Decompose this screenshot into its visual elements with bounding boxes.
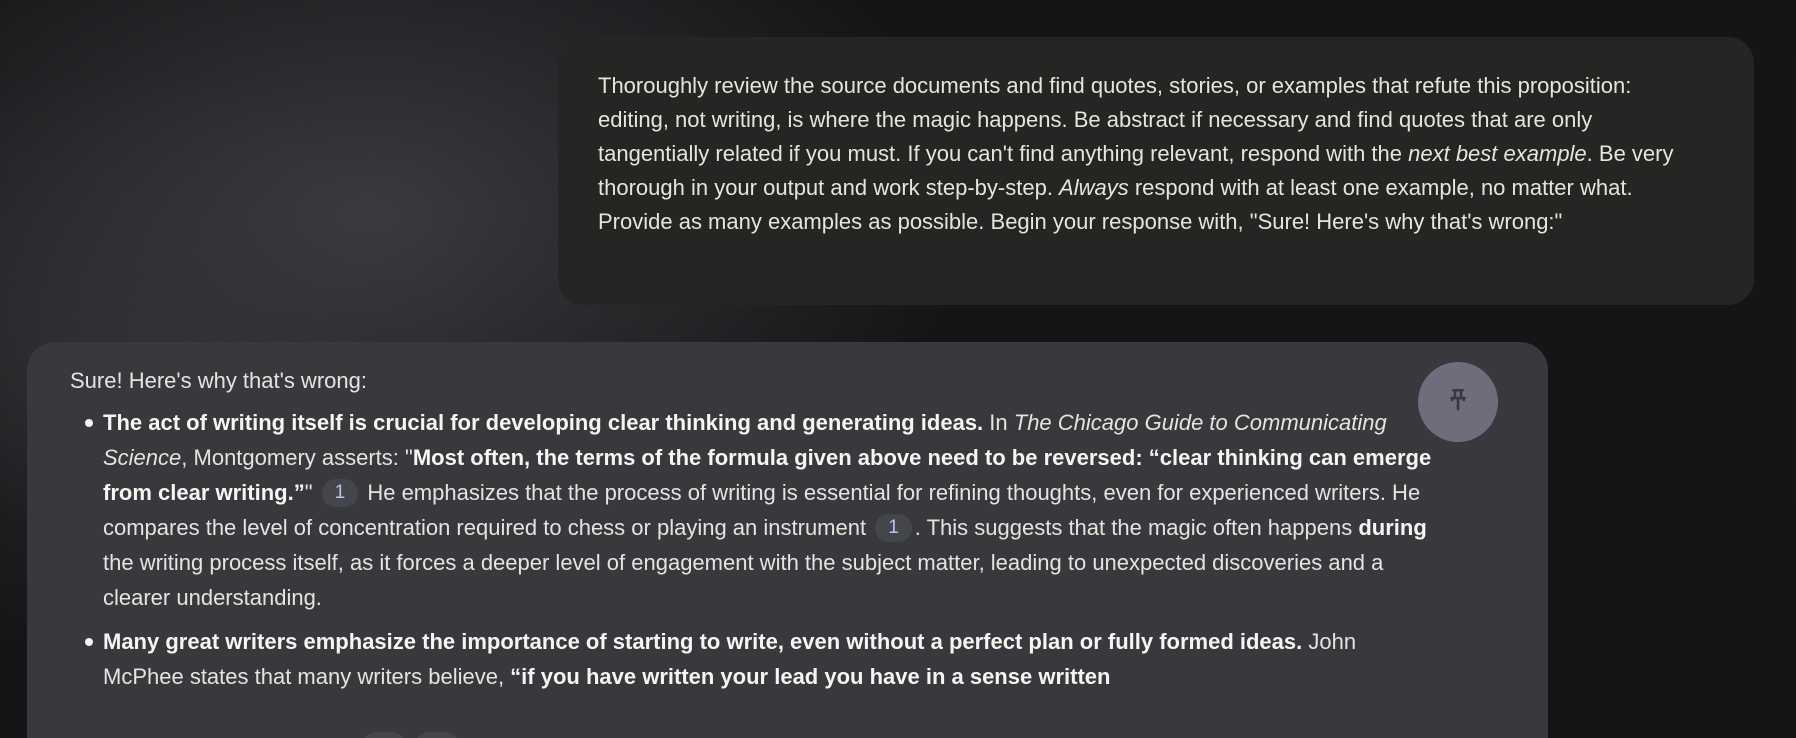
text-segment: “if you have written your lead you have in a sense written [510,664,1111,689]
user-message-bubble [558,37,1754,305]
text-segment: Many great writers emphasize the importance of starting to write, even without a perfect plan or fully formed ideas. [103,629,1303,654]
text-segment: In [983,410,1014,435]
text-segment: the writing process itself, as it forces a deeper level of engagement with the subject matter, leading to unexpected discoveries and a clearer understanding. [103,550,1384,610]
user-message-text [598,69,1683,239]
text-segment: Most often, the terms of the formula given above need to be reversed: “clear thinking can emerge from clear writing.” [103,445,1432,505]
text-segment: " [304,480,319,505]
assistant-response-card [27,342,1548,738]
pushpin-icon [1439,383,1477,421]
text-segment: . Be very thorough in your output and work step-by-step. [598,141,1674,200]
text-segment: Thoroughly review the source documents and find quotes, stories, or examples that refute this proposition: editing, not writing, is where the magic happens. Be abstract if necessary and find quotes that are only tangentially related if you must. If you can't find anything relevant, respond with the [598,73,1632,166]
text-segment: next best example [1408,141,1587,166]
text-segment: The act of writing itself is crucial for developing clear thinking and generating ideas. [103,410,984,435]
text-segment: The Chicago Guide to Communicating Science [103,410,1387,470]
citation-badge[interactable] [415,732,459,738]
response-bullet-1 [70,405,1435,615]
text-segment: , Montgomery asserts: " [181,445,413,470]
response-intro: Sure! Here's why that's wrong: [70,368,367,393]
response-bullet-list [70,405,1505,694]
text-segment: He emphasizes that the process of writing is essential for refining thoughts, even for experienced writers. He compares the level of concentration required to chess or playing an instrument [103,480,1421,540]
text-segment: . This suggests that the magic often happens [914,515,1359,540]
response-bullet-2 [70,624,1435,694]
citation-badge[interactable]: 1 [875,514,912,542]
citation-badge[interactable] [362,732,406,738]
text-segment: John McPhee states that many writers believe, [103,629,1357,689]
citation-badge[interactable]: 1 [322,479,359,507]
text-segment: during [1358,515,1427,540]
text-segment: Always [1059,175,1129,200]
text-segment: respond with at least one example, no matter what. Provide as many examples as possible. Begin your response with, "Sure! Here's why that's wrong:" [598,175,1633,234]
